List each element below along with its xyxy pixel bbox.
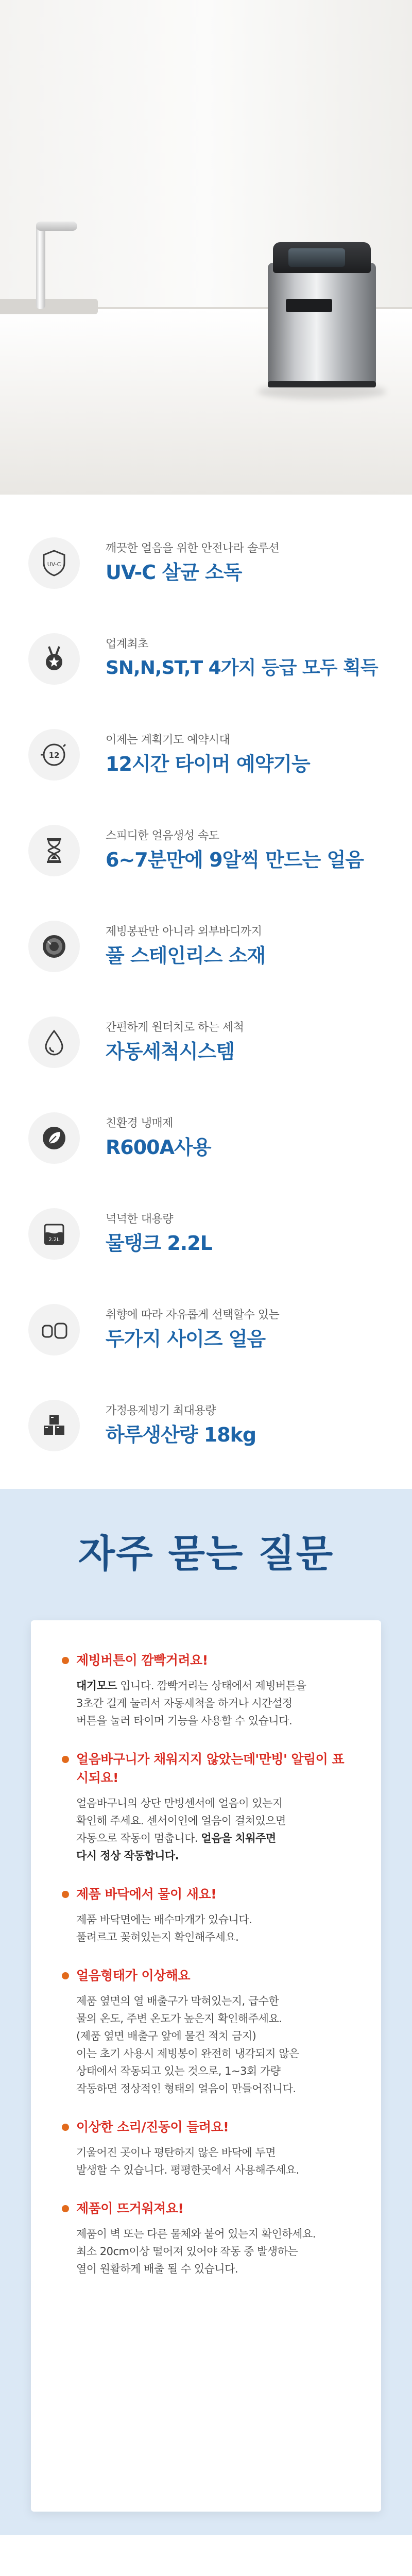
faq-answer-line: 3초간 길게 눌러서 자동세척을 하거나 시간설정: [76, 1697, 293, 1709]
feature-title: 두가지 사이즈 얼음: [106, 1328, 266, 1350]
faq-question-line: '만빙' 알림이 표시되요!: [76, 1752, 345, 1785]
uvc-shield-icon: [28, 537, 80, 589]
faq-question-line: 제품이 뜨거워져요!: [76, 2201, 184, 2216]
ice-stack-icon: [28, 1400, 80, 1451]
water-tank-icon: [28, 1208, 80, 1260]
feature-title: 하루생산량 18kg: [106, 1423, 256, 1446]
faq-answer-line: 확인해 주세요. 센서이인에 얼음이 걸쳐있으면: [76, 1815, 286, 1827]
bullet-dot-icon: [62, 2205, 69, 2212]
faq-title: 자주 묻는 질문: [78, 1532, 334, 1576]
faq-question-line: 얼음바구니가 채워지지 않았는데: [76, 1752, 255, 1767]
faq-question: [62, 2199, 350, 2218]
faq-question: [62, 1967, 350, 1985]
feature-item: [0, 515, 412, 611]
faq-question: [62, 1750, 350, 1787]
feature-title: SN,N,ST,T 4가지 등급 모두 획득: [106, 657, 378, 679]
faq-answer-line: 최소 20cm이상 떨어져 있어야 작동 중 발생하는: [76, 2245, 298, 2258]
feature-title: 물탱크 2.2L: [106, 1232, 212, 1255]
steel-disc-icon: [28, 921, 80, 972]
feature-subtitle: 제빙봉판만 아니라 외부바디까지: [106, 925, 262, 938]
faq-answer: [62, 1677, 350, 1730]
faq-answer-line: 작동하면 정상적인 형태의 얼음이 만들어집니다.: [76, 2082, 296, 2095]
faq-answer-line: 풀려르고 꽂혀있는지 확인해주세요.: [76, 1931, 239, 1943]
feature-item: [0, 1186, 412, 1282]
faq-item: [62, 1651, 350, 1730]
faq-answer-line: 대기모드 입니다. 깜빡거리는 상태에서 제빙버튼을: [76, 1680, 306, 1692]
hourglass-icon: [28, 825, 80, 876]
feature-subtitle: 간편하게 원터치로 하는 세척: [106, 1021, 244, 1034]
medal-icon: [28, 633, 80, 685]
feature-item: [0, 994, 412, 1090]
water-drop-icon: [28, 1016, 80, 1068]
faq-answer-line: 발생할 수 있습니다. 평평한곳에서 사용해주세요.: [76, 2164, 299, 2176]
faq-question-line: 얼음형태가 이상해요: [76, 1968, 191, 1983]
faq-answer: [62, 1794, 350, 1865]
faq-answer: [62, 1992, 350, 2097]
bullet-dot-icon: [62, 1972, 69, 1979]
feature-subtitle: 친환경 냉매제: [106, 1117, 174, 1130]
feature-title: 자동세척시스템: [106, 1040, 234, 1063]
faq-answer: [62, 2144, 350, 2179]
faq-answer-line: 다시 정상 작동합니다.: [76, 1850, 179, 1862]
clock-12-icon: [28, 729, 80, 781]
faq-question: [62, 1651, 350, 1670]
faq-answer-line: (제품 옆면 배출구 앞에 물건 적치 금지): [76, 2030, 256, 2042]
ice-maker-illustration: [268, 242, 376, 386]
svg-text:UV-C: UV-C: [47, 561, 61, 568]
feature-subtitle: 넉넉한 대용량: [106, 1213, 174, 1226]
feature-item: [0, 611, 412, 707]
eco-leaf-icon: [28, 1112, 80, 1164]
faq-question-line: 이상한 소리/진동이 들려요!: [76, 2120, 229, 2134]
faq-answer: [62, 1911, 350, 1946]
bullet-dot-icon: [62, 1756, 69, 1763]
bullet-dot-icon: [62, 2124, 69, 2131]
faq-question: [62, 2118, 350, 2137]
faq-question: [62, 1885, 350, 1904]
feature-item: [0, 1378, 412, 1473]
feature-subtitle: 업계최초: [106, 638, 149, 651]
feature-subtitle: 가정용제빙기 최대용량: [106, 1404, 216, 1417]
faq-answer-line: 열이 원활하게 배출 될 수 있습니다.: [76, 2263, 238, 2275]
dimensions-section: [0, 2535, 412, 2576]
feature-item: [0, 899, 412, 994]
faq-answer-line: 버튼을 눌러 타이머 기능을 사용할 수 있습니다.: [76, 1715, 293, 1727]
faq-item: [62, 1967, 350, 2097]
feature-subtitle: 취향에 따라 자유롭게 선택할수 있는: [106, 1309, 280, 1321]
faq-answer-line: 물의 온도, 주변 온도가 높은지 확인해주세요.: [76, 2012, 282, 2025]
faq-answer-line: 기울어진 곳이나 평탄하지 않은 바닥에 두면: [76, 2146, 276, 2159]
faq-card: [31, 1620, 381, 2512]
faq-answer-line: 이는 초기 사용시 제빙봉이 완전히 냉각되지 않은: [76, 2047, 299, 2060]
feature-subtitle: 스피디한 얼음생성 속도: [106, 829, 219, 842]
faq-answer-line: 자동으로 작동이 멈춥니다. 얼음을 치워주면: [76, 1832, 276, 1844]
faucet-illustration: [15, 222, 77, 309]
faq-answer: [62, 2225, 350, 2278]
faq-question-line: 제품 바닥에서 물이 새요!: [76, 1887, 217, 1902]
svg-text:12: 12: [48, 751, 60, 760]
faq-answer-line: 제품 옆면의 열 배출구가 막혀있는지, 급수한: [76, 1995, 279, 2007]
hero-image: [0, 0, 412, 495]
faq-item: [62, 2199, 350, 2278]
feature-subtitle: 이제는 계획기도 예약시대: [106, 734, 230, 747]
feature-title: 풀 스테인리스 소재: [106, 944, 266, 967]
faq-answer-line: 상태에서 작동되고 있는 것으로, 1~3회 가량: [76, 2065, 281, 2077]
svg-text:2.2L: 2.2L: [48, 1237, 60, 1243]
bullet-dot-icon: [62, 1891, 69, 1898]
faq-answer-line: 제품 바닥면에는 배수마개가 있습니다.: [76, 1913, 252, 1926]
feature-item: [0, 1282, 412, 1378]
faq-answer-line: 제품이 벽 또는 다른 물체와 붙어 있는지 확인하세요.: [76, 2228, 316, 2240]
feature-title: UV-C 살균 소독: [106, 561, 242, 584]
feature-item: [0, 1090, 412, 1186]
bullet-dot-icon: [62, 1657, 69, 1664]
feature-title: R600A사용: [106, 1136, 211, 1159]
faq-answer-line: 얼음바구니의 상단 만빙센서에 얼음이 있는지: [76, 1797, 283, 1809]
faq-item: [62, 1885, 350, 1946]
faq-item: [62, 1750, 350, 1865]
feature-list: [0, 495, 412, 1489]
feature-item: [0, 707, 412, 803]
faq-question-line: 제빙버튼이 깜빡거려요!: [76, 1653, 208, 1668]
feature-item: [0, 803, 412, 899]
feature-subtitle: 깨끗한 얼음을 위한 안전나라 솔루션: [106, 542, 280, 555]
faq-item: [62, 2118, 350, 2179]
feature-title: 12시간 타이머 예약기능: [106, 753, 310, 775]
feature-title: 6~7분만에 9알씩 만드는 얼음: [106, 849, 364, 871]
faq-section: [0, 1489, 412, 2535]
ice-cubes-icon: [28, 1304, 80, 1355]
